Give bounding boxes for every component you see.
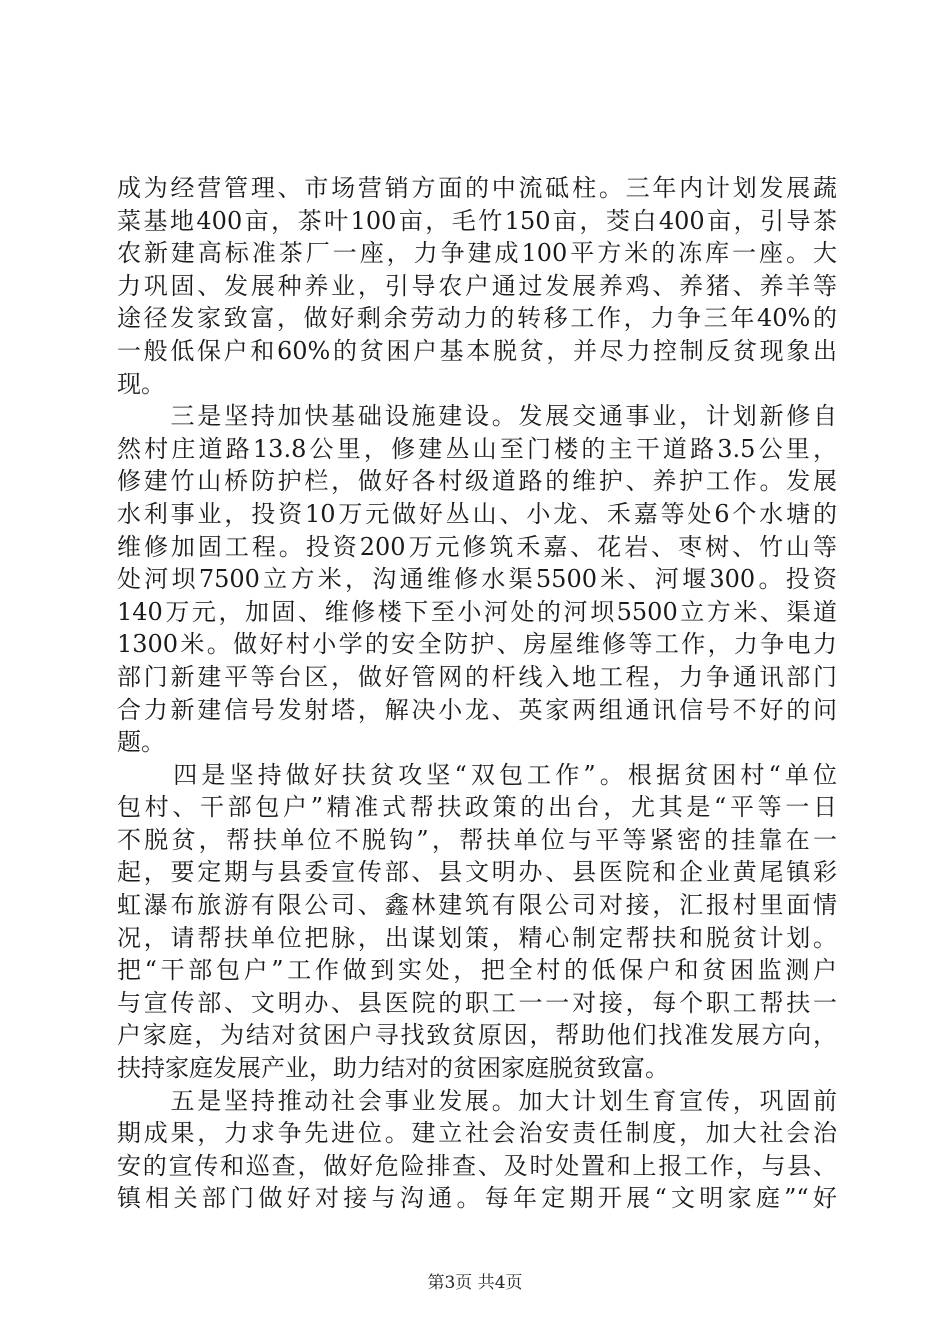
text-line: 虹瀑布旅游有限公司、鑫林建筑有限公司对接，汇报村里面情: [117, 891, 837, 920]
text-line: 1300米。做好村小学的安全防护、房屋维修等工作，力争电力: [117, 630, 837, 659]
text-line: 包村、干部包户”精准式帮扶政策的出台，尤其是“平等一日: [117, 793, 837, 822]
text-line: 然村庄道路13.8公里，修建丛山至门楼的主干道路3.5公里，: [117, 434, 837, 463]
text-line: 维修加固工程。投资200万元修筑禾嘉、花岩、枣树、竹山等: [117, 532, 837, 561]
text-line: 镇相关部门做好对接与沟通。每年定期开展“文明家庭”“好: [117, 1184, 837, 1213]
text-line: 户家庭，为结对贫困户寻找致贫原因，帮助他们找准发展方向，: [117, 1021, 837, 1050]
text-line: 与宣传部、文明办、县医院的职工一一对接，每个职工帮扶一: [117, 988, 837, 1017]
text-line: 现。: [117, 369, 165, 398]
text-line: 菜基地400亩，茶叶100亩，毛竹150亩，茭白400亩，引导茶: [117, 206, 837, 235]
text-line: 期成果，力求争先进位。建立社会治安责任制度，加大社会治: [117, 1119, 837, 1148]
text-line: 不脱贫，帮扶单位不脱钩”，帮扶单位与平等紧密的挂靠在一: [117, 825, 837, 854]
text-line: 合力新建信号发射塔，解决小龙、英家两组通讯信号不好的问: [117, 695, 837, 724]
text-line: 修建竹山桥防护栏，做好各村级道路的维护、养护工作。发展: [117, 467, 837, 496]
text-line: 五是坚持推动社会事业发展。加大计划生育宣传，巩固前: [117, 1086, 837, 1115]
text-line: 题。: [117, 728, 165, 757]
page-footer: 第3页 共4页: [427, 1273, 523, 1293]
text-line: 扶持家庭发展产业，助力结对的贫困家庭脱贫致富。: [117, 1054, 669, 1083]
text-line: 处河坝7500立方米，沟通维修水渠5500米、河堰300。投资: [117, 565, 837, 594]
text-line: 四是坚持做好扶贫攻坚“双包工作”。根据贫困村“单位: [117, 760, 837, 789]
text-line: 把“干部包户”工作做到实处，把全村的低保户和贫困监测户: [117, 956, 837, 985]
text-line: 起，要定期与县委宣传部、县文明办、县医院和企业黄尾镇彩: [117, 858, 837, 887]
text-line: 安的宣传和巡查，做好危险排查、及时处置和上报工作，与县、: [117, 1151, 837, 1180]
text-line: 成为经营管理、市场营销方面的中流砥柱。三年内计划发展蔬: [117, 174, 837, 202]
text-line: 一般低保户和60%的贫困户基本脱贫，并尽力控制反贫现象出: [117, 336, 837, 365]
text-line: 三是坚持加快基础设施建设。发展交通事业，计划新修自: [117, 402, 837, 431]
text-line: 140万元，加固、维修楼下至小河处的河坝5500立方米、渠道: [117, 597, 837, 626]
text-line: 部门新建平等台区，做好管网的杆线入地工程，力争通讯部门: [117, 662, 837, 691]
text-line: 况，请帮扶单位把脉，出谋划策，精心制定帮扶和脱贫计划。: [117, 923, 837, 952]
text-line: 途径发家致富，做好剩余劳动力的转移工作，力争三年40%的: [117, 304, 837, 333]
text-line: 农新建高标准茶厂一座，力争建成100平方米的冻库一座。大: [117, 239, 837, 268]
document-body: [117, 172, 837, 1215]
text-line: 力巩固、发展种养业，引导农户通过发展养鸡、养猪、养羊等: [117, 271, 837, 300]
text-line: 水利事业，投资10万元做好丛山、小龙、禾嘉等处6个水塘的: [117, 499, 837, 528]
